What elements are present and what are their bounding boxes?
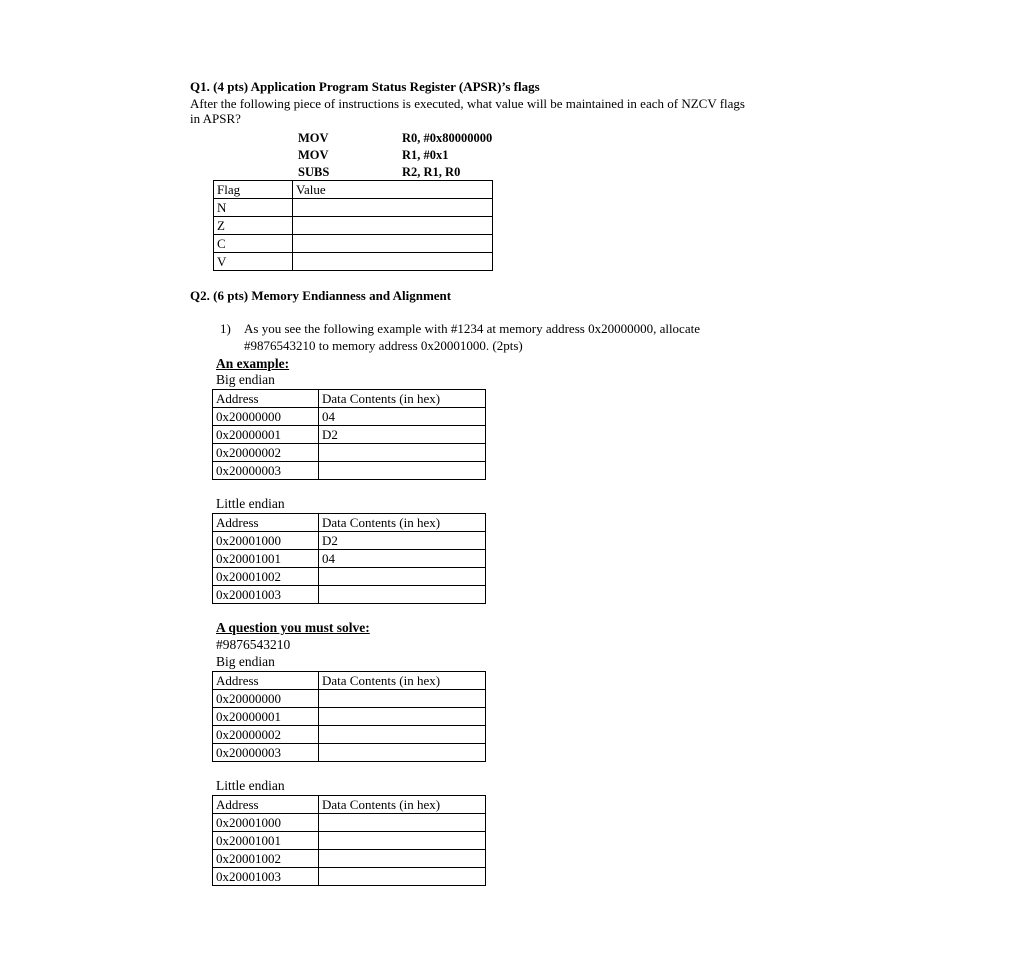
data-header: Data Contents (in hex) <box>319 390 486 408</box>
code-block <box>298 130 329 181</box>
table-row <box>213 868 486 886</box>
table-row <box>213 462 486 480</box>
example-big-endian-table <box>212 389 486 480</box>
example-heading: An example: <box>216 356 290 371</box>
table-row <box>213 796 486 814</box>
question-big-endian-table <box>212 671 486 762</box>
table-row <box>213 514 486 532</box>
code-args-2: R1, #0x1 <box>402 148 449 162</box>
table-row <box>213 672 486 690</box>
flag-cell: V <box>214 253 293 271</box>
address-cell: 0x20001000 <box>213 814 319 832</box>
data-header: Data Contents (in hex) <box>319 514 486 532</box>
data-cell <box>319 462 486 480</box>
table-row <box>213 832 486 850</box>
data-cell <box>319 586 486 604</box>
code-op-3: SUBS <box>298 165 330 179</box>
data-cell <box>319 444 486 462</box>
data-cell <box>319 814 486 832</box>
table-row <box>213 444 486 462</box>
q2-item-number: 1) <box>220 321 231 336</box>
data-cell <box>319 708 486 726</box>
value-cell <box>293 199 493 217</box>
table-row <box>214 199 493 217</box>
value-cell <box>293 253 493 271</box>
example-little-endian-table <box>212 513 486 604</box>
address-header: Address <box>213 796 319 814</box>
data-cell <box>319 568 486 586</box>
address-cell: 0x20001001 <box>213 550 319 568</box>
table-row <box>213 408 486 426</box>
flag-cell: Z <box>214 217 293 235</box>
q1-instructions-line2: in APSR? <box>190 111 241 126</box>
data-cell <box>319 744 486 762</box>
code-args-block <box>402 130 492 181</box>
table-row <box>213 532 486 550</box>
data-cell: 04 <box>319 408 486 426</box>
data-cell: D2 <box>319 426 486 444</box>
address-header: Address <box>213 514 319 532</box>
table-row <box>213 550 486 568</box>
q1-title: Q1. (4 pts) Application Program Status Register (APSR)’s flags <box>190 79 540 94</box>
flag-cell: C <box>214 235 293 253</box>
table-row <box>213 586 486 604</box>
value-cell <box>293 235 493 253</box>
table-row <box>214 217 493 235</box>
example-little-label: Little endian <box>216 496 285 511</box>
address-header: Address <box>213 672 319 690</box>
address-cell: 0x20000000 <box>213 408 319 426</box>
flag-header: Flag <box>214 181 293 199</box>
question-big-label: Big endian <box>216 654 275 669</box>
q2-item-line1: As you see the following example with #1234 at memory address 0x20000000, allocate <box>244 321 700 336</box>
code-args-3: R2, R1, R0 <box>402 165 461 179</box>
address-cell: 0x20000000 <box>213 690 319 708</box>
table-row <box>213 850 486 868</box>
data-header: Data Contents (in hex) <box>319 796 486 814</box>
address-cell: 0x20001000 <box>213 532 319 550</box>
table-row <box>214 181 493 199</box>
table-row <box>213 568 486 586</box>
address-cell: 0x20000001 <box>213 426 319 444</box>
table-row <box>214 235 493 253</box>
table-row <box>213 390 486 408</box>
data-cell <box>319 690 486 708</box>
question-little-endian-table <box>212 795 486 886</box>
table-row <box>213 690 486 708</box>
table-row <box>213 814 486 832</box>
table-row <box>213 726 486 744</box>
data-cell <box>319 726 486 744</box>
code-args-1: R0, #0x80000000 <box>402 131 493 145</box>
address-cell: 0x20001001 <box>213 832 319 850</box>
address-cell: 0x20001003 <box>213 868 319 886</box>
address-cell: 0x20000003 <box>213 462 319 480</box>
address-cell: 0x20001002 <box>213 850 319 868</box>
address-cell: 0x20000003 <box>213 744 319 762</box>
address-cell: 0x20000001 <box>213 708 319 726</box>
example-big-label: Big endian <box>216 372 275 387</box>
q2-title: Q2. (6 pts) Memory Endianness and Alignment <box>190 288 452 303</box>
question-value: #9876543210 <box>216 637 291 652</box>
address-cell: 0x20000002 <box>213 726 319 744</box>
address-cell: 0x20001002 <box>213 568 319 586</box>
table-row <box>213 426 486 444</box>
value-header: Value <box>293 181 493 199</box>
question-heading: A question you must solve: <box>216 620 370 635</box>
table-row <box>213 708 486 726</box>
code-op-1: MOV <box>298 131 329 145</box>
data-cell <box>319 832 486 850</box>
data-cell: D2 <box>319 532 486 550</box>
code-op-2: MOV <box>298 148 329 162</box>
q2-item-line2: #9876543210 to memory address 0x20001000. (2pts) <box>244 338 523 353</box>
address-cell: 0x20001003 <box>213 586 319 604</box>
value-cell <box>293 217 493 235</box>
q1-instructions-line1: After the following piece of instructions is executed, what value will be maintained in each of NZCV flags <box>190 96 745 111</box>
data-cell <box>319 868 486 886</box>
data-cell <box>319 850 486 868</box>
address-header: Address <box>213 390 319 408</box>
flag-table <box>213 180 493 271</box>
question-little-label: Little endian <box>216 778 285 793</box>
table-row <box>214 253 493 271</box>
flag-cell: N <box>214 199 293 217</box>
address-cell: 0x20000002 <box>213 444 319 462</box>
table-row <box>213 744 486 762</box>
data-header: Data Contents (in hex) <box>319 672 486 690</box>
data-cell: 04 <box>319 550 486 568</box>
